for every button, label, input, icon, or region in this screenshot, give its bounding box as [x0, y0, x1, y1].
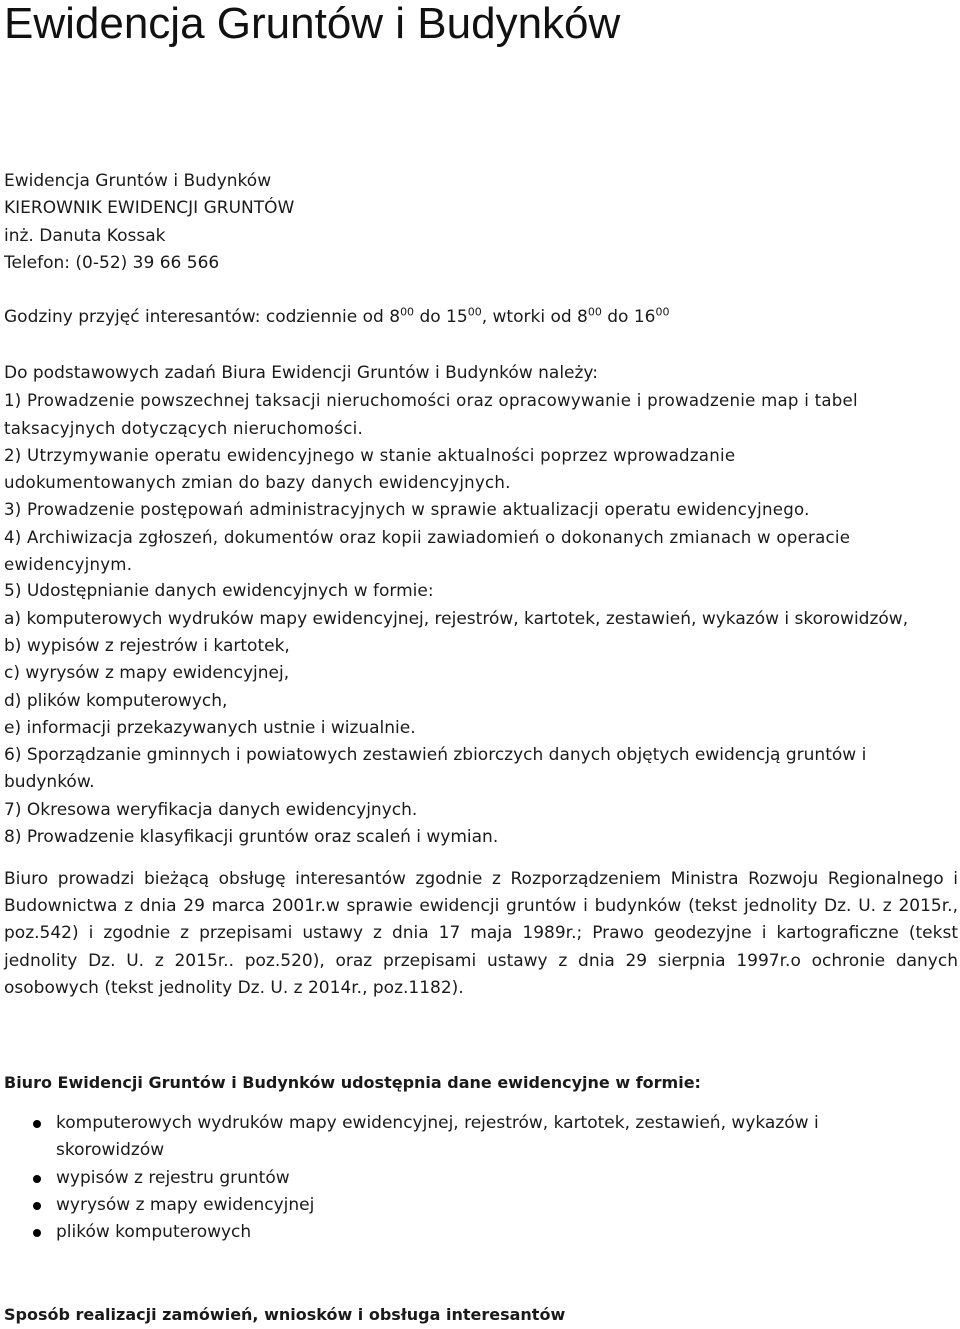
hours-text: , wtorki od 8 [481, 307, 588, 327]
forms-heading: Biuro Ewidencji Gruntów i Budynków udostępnia dane ewidencyjne w formie: [4, 1073, 701, 1092]
task-line: taksacyjnych dotyczących nieruchomości. [4, 418, 363, 438]
legal-basis-paragraph: Biuro prowadzi bieżącą obsługę interesantów zgodnie z Rozporządzeniem Ministra Rozwoju Regionalnego i Budownictwa z dnia 29 marca 2001r.w sprawie ewidencji gruntów i budynków (tekst jednolity Dz. U. z 2015r., poz.542) i zgodnie z przepisami ustawy z dnia 17 maja 1989r.; Prawo geodezyjne i kartograficzne (tekst jednolity Dz. U. z 2015r.. poz.520), oraz przepisami ustawy z dnia 29 sierpnia 1997r.o ochronie danych osobowych (tekst jednolity Dz. U. z 2014r., poz.1182). [4, 869, 958, 998]
tasks-intro: Do podstawowych zadań Biura Ewidencji Gruntów i Budynków należy: [4, 363, 598, 383]
task-line: d) plików komputerowych, [4, 690, 228, 711]
tasks-section [4, 360, 960, 851]
list-item [0, 1192, 886, 1219]
task-line: a) komputerowych wydruków mapy ewidencyjnej, rejestrów, kartotek, zestawień, wykazów i skorowidzów, [4, 608, 909, 629]
contact-block [4, 168, 960, 277]
section-heading: Sposób realizacji zamówień, wniosków i obsługa interesantów [4, 1305, 566, 1324]
task-line: udokumentowanych zmian do bazy danych ewidencyjnych. [4, 473, 511, 493]
task-line: b) wypisów z rejestrów i kartotek, [4, 635, 290, 656]
phone-number: Telefon: (0-52) 39 66 566 [4, 252, 220, 273]
hours-sup: 00 [655, 305, 670, 319]
hours-sup: 00 [467, 305, 482, 319]
list-item-text: wypisów z rejestru gruntów [56, 1167, 290, 1188]
department-name: Ewidencja Gruntów i Budynków [4, 171, 272, 191]
hours-sup: 00 [587, 305, 602, 319]
hours-sup: 00 [400, 305, 415, 319]
task-line: 3) Prowadzenie postępowań administracyjnych w sprawie aktualizacji operatu ewidencyjnego. [4, 500, 810, 520]
bullet-icon [33, 1120, 41, 1128]
task-line: 6) Sporządzanie gminnych i powiatowych zestawień zbiorczych danych objętych ewidencją gruntów i [4, 745, 867, 766]
list-item-text: wyrysów z mapy ewidencyjnej [56, 1194, 315, 1215]
bullet-icon [33, 1229, 41, 1237]
task-line: e) informacji przekazywanych ustnie i wizualnie. [4, 717, 416, 738]
task-line: 7) Okresowa weryfikacja danych ewidencyjnych. [4, 799, 418, 820]
task-line: 5) Udostępnianie danych ewidencyjnych w formie: [4, 581, 434, 602]
hours-text: do 16 [601, 307, 656, 327]
bullet-icon [33, 1175, 41, 1183]
hours-text: Godziny przyjęć interesantów: codziennie od 8 [4, 307, 401, 327]
list-item-text: plików komputerowych [56, 1222, 252, 1243]
list-item-text: komputerowych wydruków mapy ewidencyjnej, rejestrów, kartotek, zestawień, wykazów i skorowidzów [56, 1113, 819, 1161]
task-line: 8) Prowadzenie klasyfikacji gruntów oraz scaleń i wymian. [4, 827, 499, 848]
bullet-icon [33, 1202, 41, 1210]
forms-list [0, 1110, 886, 1246]
person-name: inż. Danuta Kossak [4, 225, 166, 246]
list-item [0, 1165, 886, 1192]
list-item [0, 1219, 886, 1246]
task-line: 4) Archiwizacja zgłoszeń, dokumentów oraz kopii zawiadomień o dokonanych zmianach w operacie [4, 527, 851, 547]
office-hours [4, 304, 960, 331]
position-title: KIEROWNIK EWIDENCJI GRUNTÓW [4, 198, 295, 219]
task-line: c) wyrysów z mapy ewidencyjnej, [4, 663, 290, 684]
task-line: ewidencyjnym. [4, 555, 133, 575]
task-line: 1) Prowadzenie powszechnej taksacji nieruchomości oraz opracowywanie i prowadzenie map i tabel [4, 391, 858, 411]
list-item [0, 1110, 886, 1165]
task-line: budynków. [4, 772, 95, 793]
task-line: 2) Utrzymywanie operatu ewidencyjnego w stanie aktualności poprzez wprowadzanie [4, 445, 736, 465]
hours-text: do 15 [414, 307, 468, 327]
page-title: Ewidencja Gruntów i Budynków [4, 0, 621, 48]
